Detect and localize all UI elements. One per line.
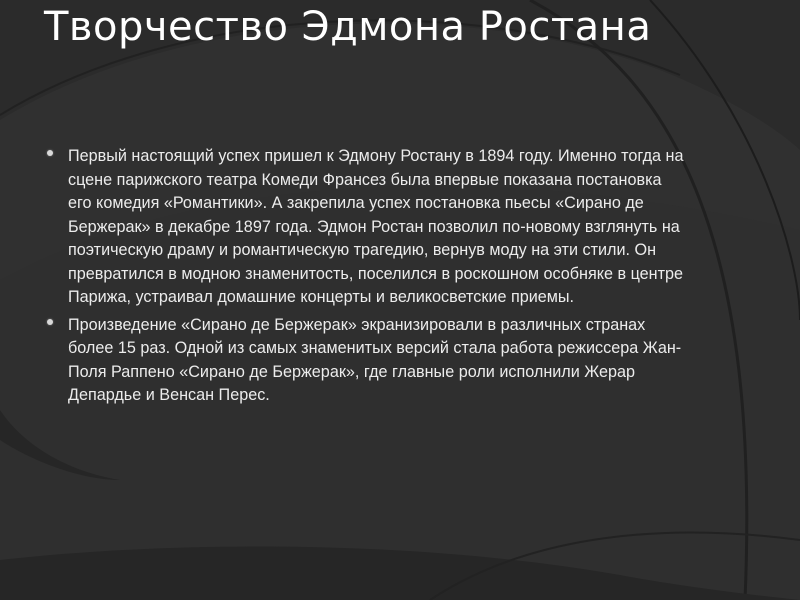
bullet-item <box>46 145 686 310</box>
dot-bullet-icon <box>47 150 53 156</box>
bullet-item <box>46 314 686 408</box>
dot-bullet-icon <box>47 319 53 325</box>
slide-title: Творчество Эдмона Ростана <box>44 4 652 50</box>
bullet-text: Произведение «Сирано де Бержерак» экранизировали в различных странах более 15 раз. Одной из самых знаменитых версий стала работа режиссера Жан-Поля Раппено «Сирано де Бержерак», где главные роли исполнили Жерар Депардье и Венсан Перес. <box>68 315 682 404</box>
bullet-list <box>46 145 686 412</box>
bullet-text: Первый настоящий успех пришел к Эдмону Ростану в 1894 году. Именно тогда на сцене парижского театра Комеди Франсез была впервые показана постановка его комедия «Романтики». А закрепила успех постановка пьесы «Сирано де Бержерак» в декабре 1897 года. Эдмон Ростан позволил по-новому взглянуть на поэтическую драму и романтическую трагедию, вернув моду на эти стили. Он превратился в модною знаменитость, поселился в роскошном особняке в центре Парижа, устраивал домашние концерты и великосветские приемы. <box>68 147 684 306</box>
